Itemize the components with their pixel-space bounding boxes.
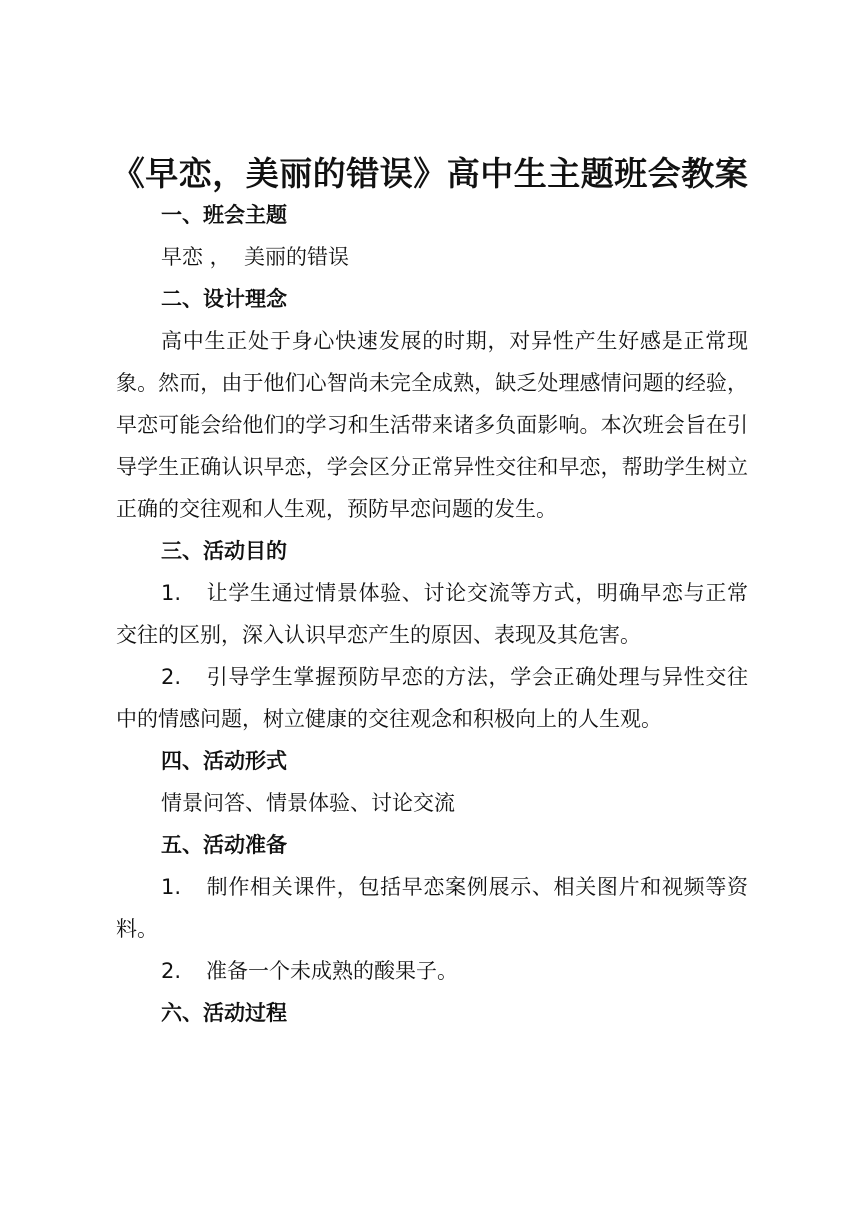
list-item [116,656,748,740]
list-item-text: 制作相关课件，包括早恋案例展示、相关图片和视频等资料。 [116,875,748,941]
document-body [116,194,748,1034]
list-item-text: 引导学生掌握预防早恋的方法，学会正确处理与异性交往中的情感问题，树立健康的交往观念和积极向上的人生观。 [116,665,748,731]
list-item-number: 1. [161,581,182,605]
list-item-number: 1. [161,875,182,899]
class-theme-text: 早恋 ， 美丽的错误 [161,245,350,269]
list-item [116,572,748,656]
section-heading-design-concept: 二、设计理念 [161,287,287,311]
section-heading-activity-form: 四、活动形式 [161,749,287,773]
list-item [116,866,748,950]
list-item-text: 准备一个未成熟的酸果子。 [206,959,458,983]
design-concept-paragraph: 高中生正处于身心快速发展的时期，对异性产生好感是正常现象。然而，由于他们心智尚未完全成熟，缺乏处理感情问题的经验，早恋可能会给他们的学习和生活带来诸多负面影响。本次班会旨在引导学生正确认识早恋，学会区分正常异性交往和早恋，帮助学生树立正确的交往观和人生观，预防早恋问题的发生。 [116,329,748,521]
section-heading-activity-preparation: 五、活动准备 [161,833,287,857]
section-heading-activity-purpose: 三、活动目的 [161,539,287,563]
section-heading-activity-process: 六、活动过程 [161,1001,287,1025]
section-heading-class-theme: 一、班会主题 [161,203,287,227]
list-item-number: 2. [161,959,182,983]
list-item-text: 让学生通过情景体验、讨论交流等方式，明确早恋与正常交往的区别，深入认识早恋产生的原因、表现及其危害。 [116,581,748,647]
activity-form-text: 情景问答、情景体验、讨论交流 [161,791,455,815]
document-title: 《早恋，美丽的错误》高中生主题班会教案 [111,154,749,193]
list-item [116,950,748,992]
list-item-number: 2. [161,665,182,689]
